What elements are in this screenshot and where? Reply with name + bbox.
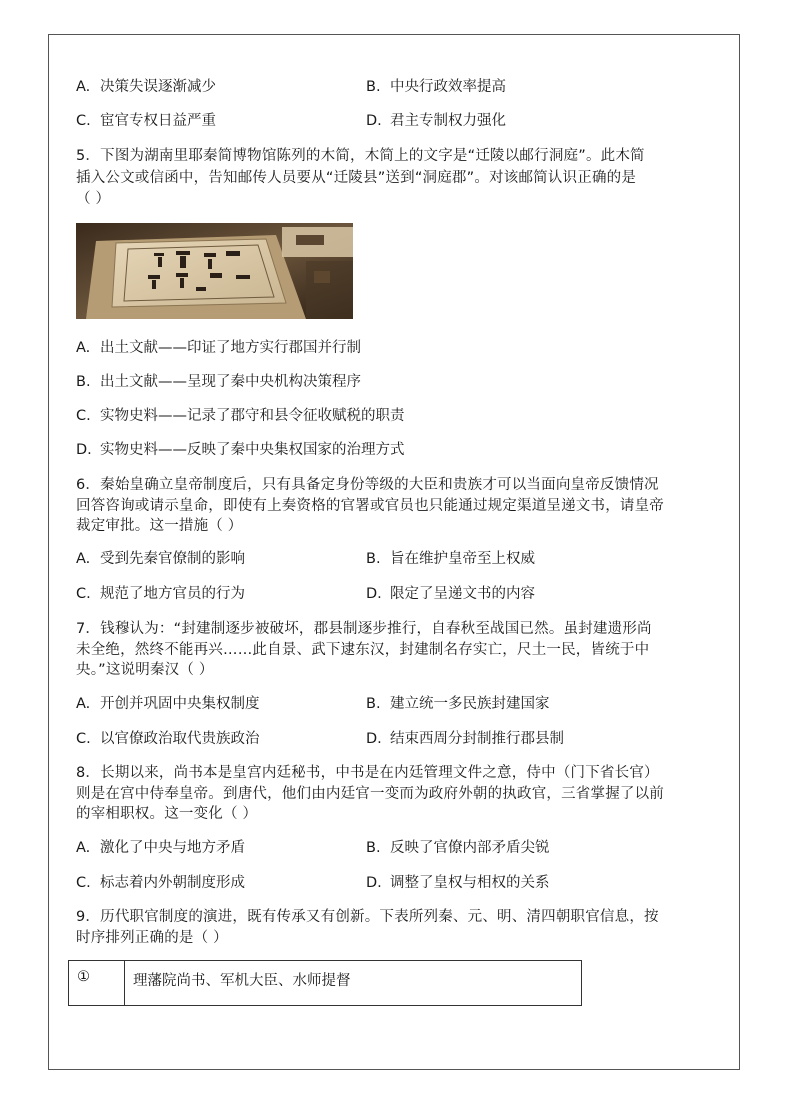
option-letter: B. (366, 551, 381, 567)
q6-option-c[interactable] (76, 585, 245, 603)
option-text: 旨在维护皇帝至上权威 (390, 551, 535, 567)
q9-stem-line: 9．历代职官制度的演进，既有传承又有创新。下表所列秦、元、明、清四朝职官信息，按 (76, 909, 659, 925)
option-letter: B. (366, 840, 381, 856)
option-text: 决策失误逐渐减少 (100, 79, 216, 95)
q6-option-b[interactable] (366, 550, 535, 568)
q9-stem-line: 时序排列正确的是（ ） (76, 930, 228, 946)
q5-option-d[interactable] (76, 441, 405, 459)
q5-stem-line: 插入公文或信函中，告知邮传人员要从“迁陵县”送到“洞庭郡”。对该邮简认识正确的是 (76, 170, 637, 186)
option-letter: D. (366, 113, 382, 129)
option-text: 中央行政效率提高 (390, 79, 506, 95)
q7-stem-line: 央。”这说明秦汉（ ） (76, 662, 214, 678)
q7-option-c[interactable] (76, 730, 260, 748)
option-text: 标志着内外朝制度形成 (100, 875, 245, 891)
option-letter: C. (76, 113, 91, 129)
option-text: 规范了地方官员的行为 (100, 586, 245, 602)
q6-stem-line: 6．秦始皇确立皇帝制度后，只有具备定身份等级的大臣和贵族才可以当面向皇帝反馈情况 (76, 477, 659, 493)
option-letter: D. (366, 586, 382, 602)
option-letter: C. (76, 875, 91, 891)
q8-stem-line: 的宰相职权。这一变化（ ） (76, 806, 258, 822)
option-text: 君主专制权力强化 (390, 113, 506, 129)
option-letter: A. (76, 696, 91, 712)
option-letter: D. (76, 442, 92, 458)
option-letter: C. (76, 408, 91, 424)
option-letter: D. (366, 731, 382, 747)
q5-option-b[interactable] (76, 373, 361, 391)
option-text: 实物史料——记录了郡守和县令征收赋税的职责 (100, 408, 405, 424)
wooden-slip-image (76, 223, 353, 319)
option-text: 出土文献——呈现了秦中央机构决策程序 (100, 374, 361, 390)
q7-option-d[interactable] (366, 730, 564, 748)
q7-stem-line: 7．钱穆认为：“封建制逐步被破坏，郡县制逐步推行，自春秋至战国已然。虽封建遗形尚 (76, 621, 652, 637)
option-text: 以官僚政治取代贵族政治 (100, 731, 260, 747)
option-letter: A. (76, 551, 91, 567)
option-text: 建立统一多民族封建国家 (390, 696, 550, 712)
table-cell-number: ① (69, 961, 125, 1005)
wooden-slip-photo (76, 223, 353, 319)
option-letter: A. (76, 79, 91, 95)
q8-option-d[interactable] (366, 874, 550, 892)
option-text: 宦官专权日益严重 (100, 113, 216, 129)
option-text: 结束西周分封制推行郡县制 (390, 731, 564, 747)
q8-stem-line: 则是在宫中侍奉皇帝。到唐代，他们由内廷官一变而为政府外朝的执政官，三省掌握了以前 (76, 786, 664, 802)
q7-option-a[interactable] (76, 695, 260, 713)
option-letter: D. (366, 875, 382, 891)
option-text: 受到先秦官僚制的影响 (100, 551, 245, 567)
q4-option-a[interactable] (76, 78, 216, 96)
q4-option-d[interactable] (366, 112, 506, 130)
q4-option-b[interactable] (366, 78, 506, 96)
q5-stem-line: （ ） (76, 191, 111, 207)
q6-option-d[interactable] (366, 585, 535, 603)
q5-option-c[interactable] (76, 407, 405, 425)
option-text: 开创并巩固中央集权制度 (100, 696, 260, 712)
q6-option-a[interactable] (76, 550, 245, 568)
option-letter: C. (76, 586, 91, 602)
option-letter: B. (366, 696, 381, 712)
option-letter: B. (76, 374, 91, 390)
option-text: 调整了皇权与相权的关系 (390, 875, 550, 891)
q5-option-a[interactable] (76, 339, 361, 357)
option-letter: C. (76, 731, 91, 747)
q9-table-row (68, 960, 582, 1006)
q6-stem-line: 回答咨询或请示皇命，即使有上奏资格的官署或官员也只能通过规定渠道呈递文书，请皇帝 (76, 498, 664, 514)
option-letter: A. (76, 840, 91, 856)
q6-stem-line: 裁定审批。这一措施（ ） (76, 518, 243, 534)
q8-stem-line: 8．长期以来，尚书本是皇宫内廷秘书，中书是在内廷管理文件之意，侍中（门下省长官） (76, 765, 659, 781)
q4-option-c[interactable] (76, 112, 216, 130)
q8-option-a[interactable] (76, 839, 245, 857)
option-text: 激化了中央与地方矛盾 (100, 840, 245, 856)
option-text: 限定了呈递文书的内容 (390, 586, 535, 602)
option-text: 出土文献——印证了地方实行郡国并行制 (100, 340, 361, 356)
option-text: 反映了官僚内部矛盾尖锐 (390, 840, 550, 856)
option-letter: B. (366, 79, 381, 95)
table-cell-text: 理藩院尚书、军机大臣、水师提督 (133, 973, 351, 989)
option-text: 实物史料——反映了秦中央集权国家的治理方式 (100, 442, 405, 458)
q7-option-b[interactable] (366, 695, 550, 713)
q5-stem-line: 5．下图为湖南里耶秦简博物馆陈列的木简，木简上的文字是“迁陵以邮行洞庭”。此木简 (76, 148, 645, 164)
q8-option-b[interactable] (366, 839, 550, 857)
q8-option-c[interactable] (76, 874, 245, 892)
q7-stem-line: 未全绝，然终不能再兴……此自景、武下逮东汉，封建制名存实亡，尺土一民，皆统于中 (76, 642, 650, 658)
option-letter: A. (76, 340, 91, 356)
